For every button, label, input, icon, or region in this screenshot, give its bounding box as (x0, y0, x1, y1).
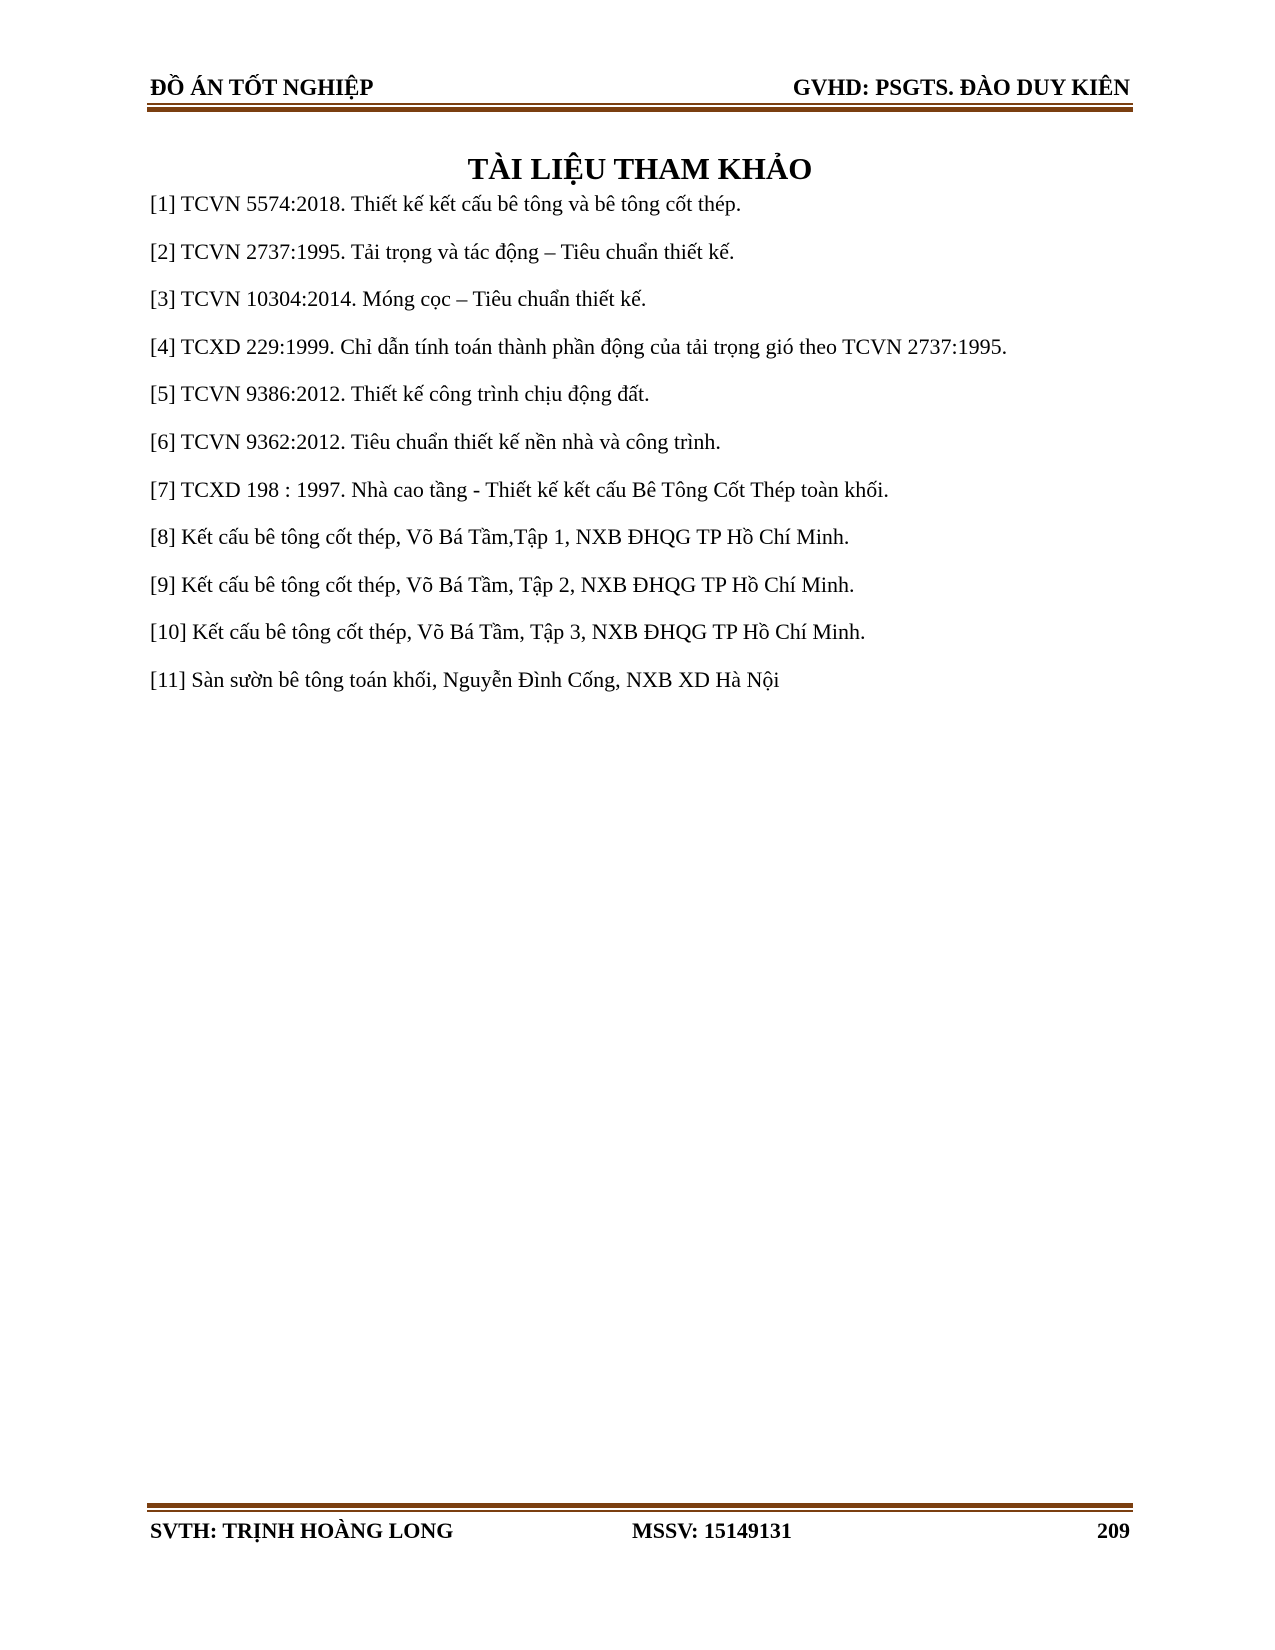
page-title: TÀI LIỆU THAM KHẢO (467, 151, 813, 186)
header-advisor: GVHD: PSGTS. ĐÀO DUY KIÊN (792, 75, 1130, 100)
reference-item: [1] TCVN 5574:2018. Thiết kế kết cấu bê tông và bê tông cốt thép. (150, 191, 742, 216)
footer-rule-thick (147, 1503, 1133, 1508)
page-footer (150, 1517, 1130, 1545)
reference-item: [7] TCXD 198 : 1997. Nhà cao tầng - Thiết kế kết cấu Bê Tông Cốt Thép toàn khối. (150, 476, 889, 502)
footer-student-id: MSSV: 15149131 (632, 1518, 792, 1543)
footer-rule-thin (147, 1510, 1133, 1512)
reference-item: [6] TCVN 9362:2012. Tiêu chuẩn thiết kế nền nhà và công trình. (150, 428, 721, 454)
header-rule-thin (147, 103, 1133, 105)
reference-item: [3] TCVN 10304:2014. Móng cọc – Tiêu chuẩn thiết kế. (150, 286, 647, 312)
reference-item: [5] TCVN 9386:2012. Thiết kế công trình chịu động đất. (150, 381, 650, 407)
reference-item: [2] TCVN 2737:1995. Tải trọng và tác động – Tiêu chuẩn thiết kế. (150, 238, 735, 264)
page-header (150, 74, 1130, 102)
reference-item: [11] Sàn sườn bê tông toán khối, Nguyễn Đình Cống, NXB XD Hà Nội (150, 666, 780, 692)
header-project-title: ĐỒ ÁN TỐT NGHIỆP (150, 75, 374, 100)
reference-item: [9] Kết cấu bê tông cốt thép, Võ Bá Tầm, Tập 2, NXB ĐHQG TP Hồ Chí Minh. (150, 571, 855, 597)
reference-list (150, 189, 1140, 713)
footer-student-name: SVTH: TRỊNH HOÀNG LONG (150, 1518, 454, 1543)
reference-item: [4] TCXD 229:1999. Chỉ dẫn tính toán thành phần động của tải trọng gió theo TCVN 2737:1995. (150, 333, 1008, 359)
header-rule-thick (147, 107, 1133, 112)
reference-item: [8] Kết cấu bê tông cốt thép, Võ Bá Tầm,Tập 1, NXB ĐHQG TP Hồ Chí Minh. (150, 524, 850, 550)
reference-item: [10] Kết cấu bê tông cốt thép, Võ Bá Tầm, Tập 3, NXB ĐHQG TP Hồ Chí Minh. (150, 619, 866, 645)
page-number: 209 (1097, 1518, 1130, 1543)
